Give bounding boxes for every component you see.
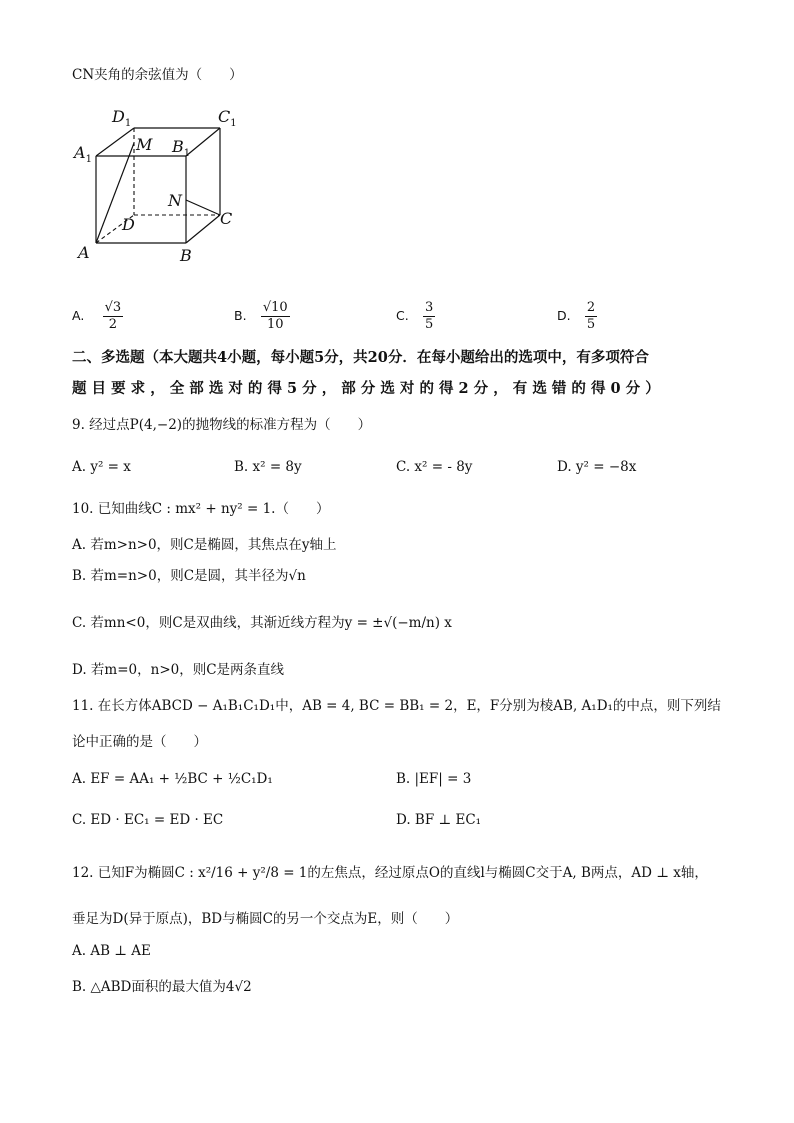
q11-stem-line1: 11. 在长方体ABCD − A₁B₁C₁D₁中，AB = 4, BC = BB₁ = 2，E，F分别为棱AB, A₁D₁的中点，则下列结 [72, 698, 721, 714]
label-B1: $B_1$ [172, 137, 191, 159]
label-B: B [180, 246, 192, 265]
cube-figure [70, 100, 250, 270]
q12-option-a[interactable]: A. AB ⊥ AE [72, 943, 151, 959]
q11-option-c[interactable]: C. ED · EC₁ = ED · EC [72, 812, 224, 828]
q9-option-b[interactable]: B. x² = 8y [234, 459, 302, 475]
section-heading-line1: 二、多选题（本大题共4小题，每小题5分，共20分．在每小题给出的选项中，有多项符合 [72, 349, 649, 366]
section-heading-line2: 题 目 要 求 ， 全 部 选 对 的 得 5 分 ， 部 分 选 对 的 得 2 分 ， 有 选 错 的 得 0 分 ） [72, 380, 660, 397]
q9-option-d[interactable]: D. y² = −8x [557, 459, 637, 475]
q10-option-b[interactable]: B. 若m=n>0，则C是圆，其半径为√n [72, 568, 306, 584]
label-C1: $C_1$ [218, 107, 237, 129]
q11-option-a[interactable]: A. EF = AA₁ + ½BC + ½C₁D₁ [72, 771, 273, 787]
q10-option-d[interactable]: D. 若m=0，n>0，则C是两条直线 [72, 662, 285, 678]
q8-option-b[interactable]: B. $\frac{√10}{10}$ [234, 300, 288, 332]
q8-option-c[interactable]: C. $\frac{3}{5}$ [396, 300, 434, 332]
label-D: D [122, 215, 135, 234]
label-M: M [136, 135, 153, 154]
label-C: C [220, 209, 233, 228]
q11-stem-line2: 论中正确的是（ ） [72, 734, 207, 750]
q11-option-d[interactable]: D. BF ⊥ EC₁ [396, 812, 482, 828]
q9-option-a[interactable]: A. y² = x [72, 459, 131, 475]
q8-option-d[interactable]: D. $\frac{2}{5}$ [557, 300, 596, 332]
q10-option-a[interactable]: A. 若m>n>0，则C是椭圆，其焦点在y轴上 [72, 537, 337, 553]
q8-stem-tail: CN夹角的余弦值为（ ） [72, 67, 243, 83]
q12-stem-line2: 垂足为D(异于原点)，BD与椭圆C的另一个交点为E，则（ ） [72, 911, 459, 927]
q12-stem-line1: 12. 已知F为椭圆C : x²/16 + y²/8 = 1的左焦点，经过原点O的直线l与椭圆C交于A, B两点，AD ⊥ x轴， [72, 865, 708, 881]
label-D1: $D_1$ [112, 107, 132, 129]
label-N: N [168, 191, 182, 210]
cube-diagram [70, 100, 250, 270]
q10-option-c[interactable]: C. 若mn<0，则C是双曲线，其渐近线方程为y = ±√(−m/n) x [72, 615, 452, 631]
q8-option-a[interactable]: A. $\frac{√3}{2}$ [72, 300, 122, 332]
q9-stem: 9. 经过点P(4,−2)的抛物线的标准方程为（ ） [72, 417, 372, 433]
label-A1: $A_1$ [74, 143, 92, 165]
q10-stem: 10. 已知曲线C : mx² + ny² = 1.（ ） [72, 501, 330, 517]
label-A: A [78, 243, 90, 262]
q9-option-c[interactable]: C. x² = - 8y [396, 459, 473, 475]
q11-option-b[interactable]: B. |EF| = 3 [396, 771, 472, 787]
q12-option-b[interactable]: B. △ABD面积的最大值为4√2 [72, 979, 252, 995]
